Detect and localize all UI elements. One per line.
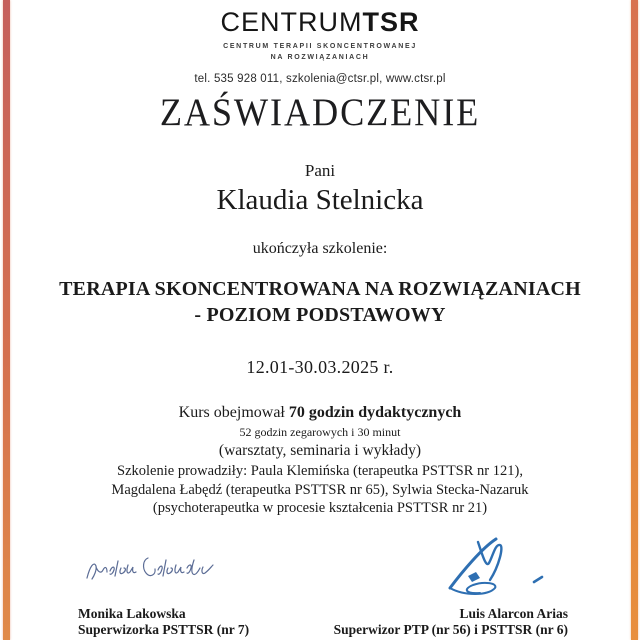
- signer-name-right: Luis Alarcon Arias: [459, 606, 568, 622]
- completion-statement: ukończyła szkolenie:: [252, 240, 388, 257]
- logo-subtitle: [24, 41, 616, 63]
- signature-block-right: [334, 536, 568, 638]
- course-title-line1: TERAPIA SKONCENTROWANA NA ROZWIĄZANIACH: [59, 278, 581, 300]
- course-clock-hours: 52 godzin zegarowych i 30 minut: [239, 425, 401, 439]
- logo-subtitle-line1: CENTRUM TERAPII SKONCENTROWANEJ: [223, 42, 417, 50]
- signer-role-left: Superwizorka PSTTSR (nr 7): [78, 622, 250, 638]
- border-stripe-right: [631, 0, 638, 640]
- course-hours-bold: 70 godzin dydaktycznych: [288, 404, 462, 421]
- course-format: (warsztaty, seminaria i wykłady): [218, 442, 422, 459]
- logo-text-centrum: CENTRUM: [220, 7, 363, 37]
- logo: [24, 8, 616, 38]
- trainers-line3: (psychoterapeutka w procesie kształcenia PSTTSR nr 21): [152, 500, 488, 516]
- header: [24, 8, 616, 85]
- signatures-row: [78, 536, 568, 638]
- signer-name-left: Monika Lakowska: [78, 606, 186, 622]
- logo-subtitle-line2: NA ROZWIĄZANIACH: [270, 53, 370, 61]
- border-stripe-left: [3, 0, 10, 640]
- signer-role-right: Superwizor PTP (nr 56) i PSTTSR (nr 6): [333, 622, 568, 638]
- course-dates: 12.01-30.03.2025 r.: [246, 357, 394, 377]
- course-title-line2: - POZIOM PODSTAWOWY: [194, 304, 446, 327]
- certificate-title: ZAŚWIADCZENIE: [159, 91, 481, 134]
- course-hours: [24, 402, 616, 424]
- logo-text-tsr: TSR: [362, 7, 420, 37]
- trainers-line1: Szkolenie prowadziły: Paula Klemińska (terapeutka PSTTSR nr 121),: [117, 463, 523, 479]
- course-hours-prefix: Kurs obejmował: [178, 404, 289, 421]
- handwritten-signature-luis-alarcon-icon: [438, 536, 546, 602]
- handwritten-signature-monika-lakowska-icon: [84, 552, 216, 586]
- recipient-name: Klaudia Stelnicka: [216, 184, 424, 216]
- recipient-salutation: Pani: [304, 161, 336, 180]
- contact-line: tel. 535 928 011, szkolenia@ctsr.pl, www.ctsr.pl: [194, 73, 446, 86]
- course-details: [24, 402, 616, 518]
- signature-block-left: [78, 552, 249, 638]
- course-title: [24, 276, 616, 329]
- trainers-line2: Magdalena Łabędź (terapeutka PSTTSR nr 65), Sylwia Stecka-Nazaruk: [111, 481, 529, 498]
